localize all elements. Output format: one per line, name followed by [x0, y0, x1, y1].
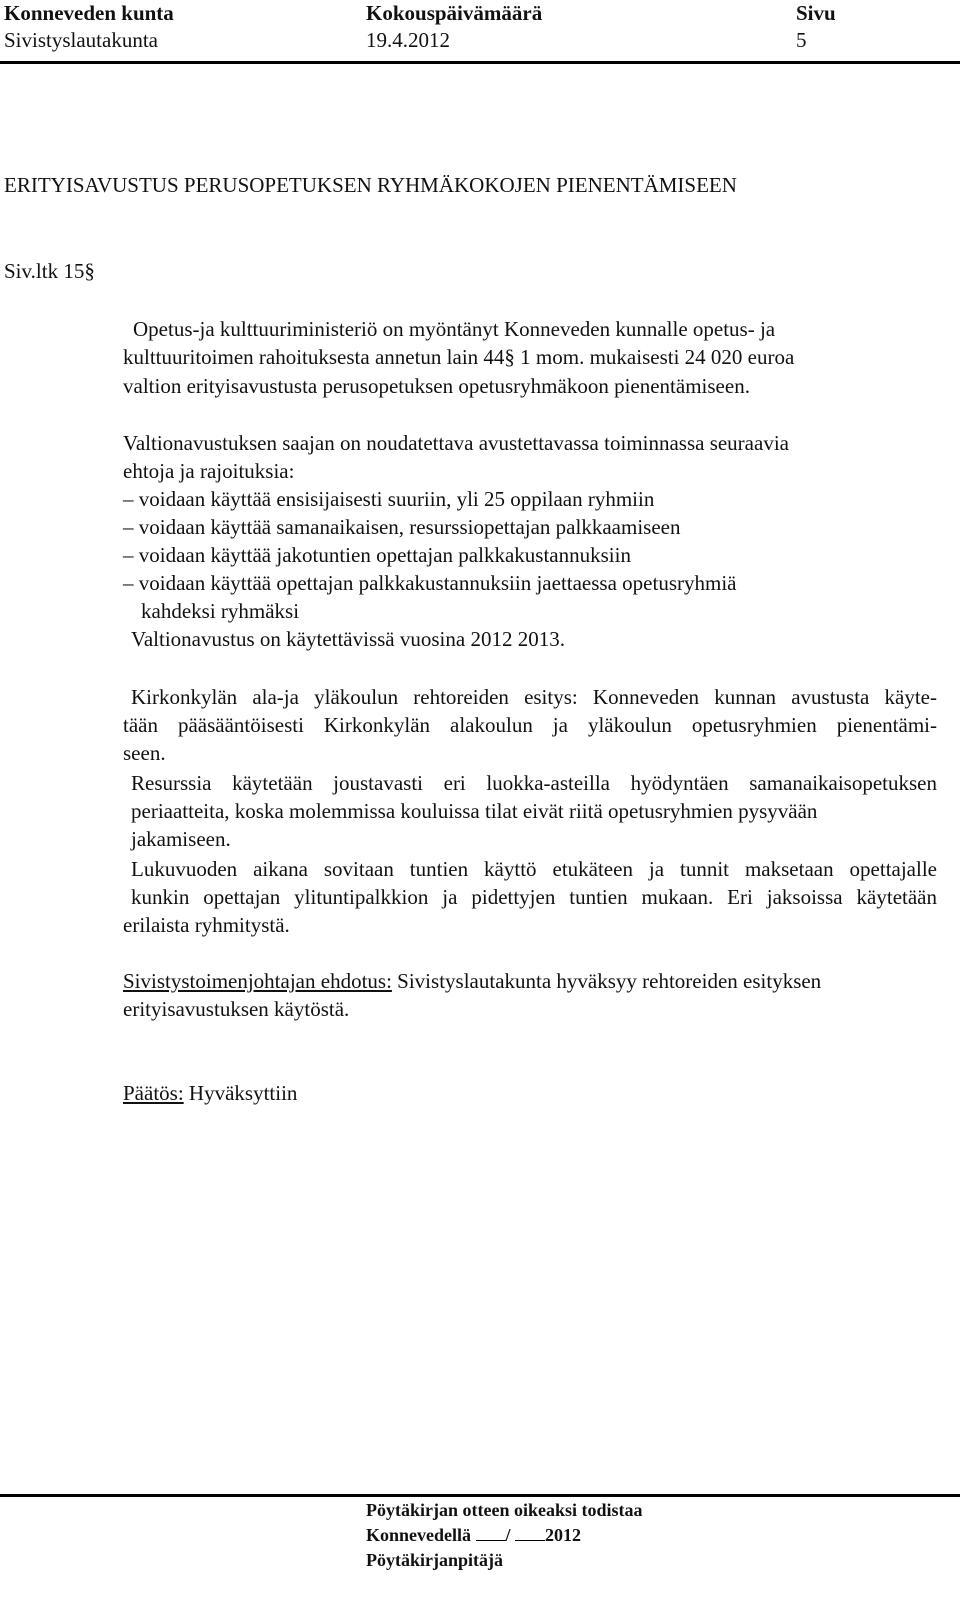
footer-divider	[0, 1494, 960, 1497]
condition-item: – voidaan käyttää ensisijaisesti suuriin, yli 25 oppilaan ryhmiin	[123, 487, 655, 511]
meeting-date-label: Kokouspäivämäärä	[366, 1, 543, 25]
intro-line: Opetus-ja kulttuuriministeriö on myöntänyt Konneveden kunnalle opetus- ja	[133, 317, 776, 341]
certification-place-date	[366, 1523, 581, 1548]
decision-proposal	[123, 968, 821, 995]
conditions-lead: Valtionavustuksen saajan on noudatettava avustettavassa toiminnassa seuraavia	[123, 431, 789, 455]
condition-item: – voidaan käyttää opettajan palkkakustannuksiin jaettaessa opetusryhmiä	[123, 571, 737, 595]
proposal-line: periaatteita, koska molemmissa kouluissa tilat eivät riitä opetusryhmien pysyvään	[131, 799, 818, 823]
proposal-line: erilaista ryhmitystä.	[123, 913, 290, 937]
proposal-line: Resurssia käytetään joustavasti eri luokka-asteilla hyödyntäen samanaikaisopetuksen	[131, 771, 937, 795]
intro-line: kulttuuritoimen rahoituksesta annetun lain 44§ 1 mom. mukaisesti 24 020 euroa	[123, 345, 795, 369]
proposal-line: Kirkonkylän ala-ja yläkoulun rehtoreiden esitys: Konneveden kunnan avustusta käyte-	[131, 685, 937, 709]
organization-name: Konneveden kunta	[4, 1, 174, 25]
proposal-line: jakamiseen.	[131, 827, 231, 851]
decision-proposal-text: Sivistyslautakunta hyväksyy rehtoreiden esityksen	[391, 969, 822, 993]
intro-line: valtion erityisavustusta perusopetuksen opetusryhmäkoon pienentämiseen.	[123, 374, 750, 398]
decision	[123, 1080, 297, 1107]
validity-note: Valtionavustus on käytettävissä vuosina 2012 2013.	[131, 627, 565, 651]
page-number: 5	[796, 28, 807, 52]
conditions-lead: ehtoja ja rajoituksia:	[123, 459, 295, 483]
condition-item-continuation: kahdeksi ryhmäksi	[141, 599, 300, 623]
proposal-line: kunkin opettajan ylituntipalkkion ja pidettyjen tuntien mukaan. Eri jaksoissa käytetään	[131, 885, 937, 909]
date-separator: /	[505, 1525, 511, 1545]
month-blank	[515, 1524, 545, 1541]
certification-line: Pöytäkirjan otteen oikeaksi todistaa	[366, 1500, 643, 1520]
page-label: Sivu	[796, 1, 836, 25]
certification-place: Konnevedellä	[366, 1525, 472, 1545]
minutes-keeper-label: Pöytäkirjanpitäjä	[366, 1550, 503, 1570]
committee-name: Sivistyslautakunta	[4, 28, 158, 52]
section-reference: Siv.ltk 15§	[4, 259, 95, 283]
decision-label: Päätös:	[123, 1081, 184, 1105]
decision-proposal-continuation: erityisavustuksen käytöstä.	[123, 997, 350, 1021]
day-blank	[476, 1524, 506, 1541]
condition-item: – voidaan käyttää jakotuntien opettajan palkkakustannuksiin	[123, 543, 631, 567]
certification-year: 2012	[545, 1525, 582, 1545]
proposal-line: tään pääsääntöisesti Kirkonkylän alakoulun ja yläkoulun opetusryhmien pienentämi-	[123, 713, 937, 737]
meeting-date: 19.4.2012	[366, 28, 450, 52]
decision-proposal-label: Sivistystoimenjohtajan ehdotus:	[123, 969, 392, 993]
document-title: ERITYISAVUSTUS PERUSOPETUKSEN RYHMÄKOKOJEN PIENENTÄMISEEN	[4, 173, 737, 197]
decision-text: Hyväksyttiin	[183, 1081, 298, 1105]
condition-item: – voidaan käyttää samanaikaisen, resurssiopettajan palkkaamiseen	[123, 515, 681, 539]
proposal-line: Lukuvuoden aikana sovitaan tuntien käyttö etukäteen ja tunnit maksetaan opettajalle	[131, 857, 937, 881]
proposal-line: seen.	[123, 741, 166, 765]
header-divider	[0, 61, 960, 64]
